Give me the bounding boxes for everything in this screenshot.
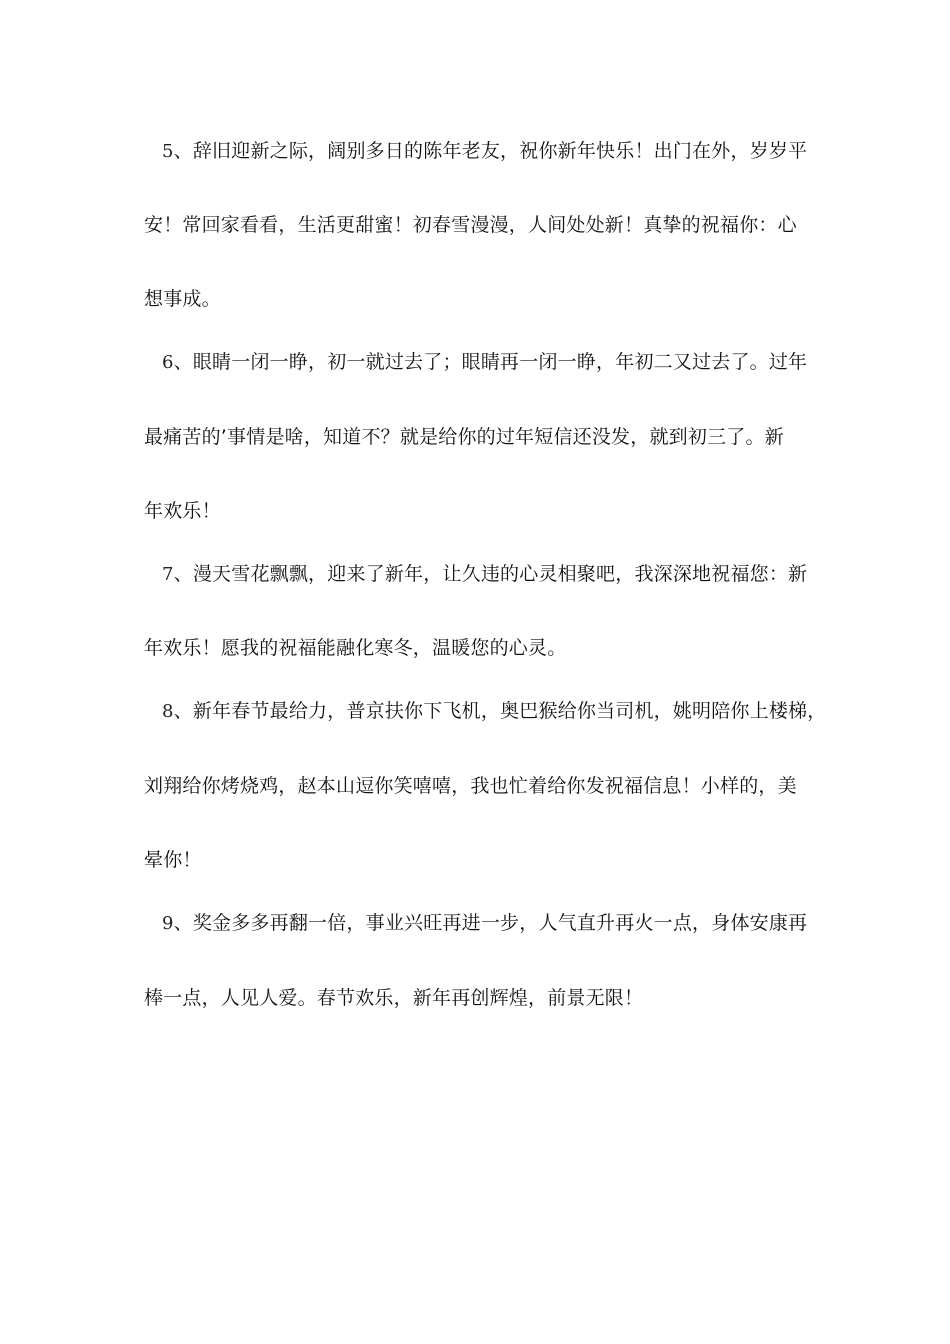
paragraph-7-line-1 — [162, 562, 807, 587]
paragraph-7-line-2 — [144, 636, 566, 660]
line-text: 、新年春节最给力，普京扶你下飞机，奥巴猴给你当司机，姚明陪你上楼梯， — [173, 700, 827, 722]
line-text: 棒一点，人见人爱。春节欢乐，新年再创辉煌，前景无限！ — [144, 987, 644, 1009]
line-text: 晕你！ — [144, 849, 202, 871]
line-text: 、眼睛一闭一睁，初一就过去了；眼睛再一闭一睁，年初二又过去了。过年 — [173, 351, 808, 373]
paragraph-8-line-1 — [162, 699, 826, 724]
paragraph-5-line-2 — [144, 213, 797, 237]
line-text: 最痛苦的’事情是啥，知道不？就是给你的过年短信还没发，就到初三了。新 — [144, 426, 784, 448]
line-text: 年欢乐！ — [144, 500, 221, 522]
paragraph-9-line-2 — [144, 986, 643, 1010]
item-number: 6 — [162, 352, 174, 373]
paragraph-8-line-3 — [144, 848, 202, 872]
line-text: 、奖金多多再翻一倍，事业兴旺再进一步，人气直升再火一点，身体安康再 — [173, 912, 808, 934]
item-number: 7 — [162, 564, 174, 585]
item-number: 5 — [162, 141, 174, 162]
line-text: 、漫天雪花飘飘，迎来了新年，让久违的心灵相聚吧，我深深地祝福您：新 — [173, 563, 808, 585]
paragraph-6-line-2 — [144, 425, 784, 449]
item-number: 9 — [162, 913, 174, 934]
paragraph-5-line-1 — [162, 139, 807, 164]
line-text: 、辞旧迎新之际，阔别多日的陈年老友，祝你新年快乐！出门在外，岁岁平 — [173, 140, 808, 162]
line-text: 安！常回家看看，生活更甜蜜！初春雪漫漫，人间处处新！真挚的祝福你：心 — [144, 214, 797, 236]
line-text: 刘翔给你烤烧鸡，赵本山逗你笑嘻嘻，我也忙着给你发祝福信息！小样的，美 — [144, 775, 797, 797]
paragraph-9-line-1 — [162, 911, 807, 936]
line-text: 年欢乐！愿我的祝福能融化寒冬，温暖您的心灵。 — [144, 637, 567, 659]
item-number: 8 — [162, 701, 174, 722]
paragraph-8-line-2 — [144, 774, 797, 798]
paragraph-6-line-1 — [162, 350, 807, 375]
line-text: 想事成。 — [144, 288, 221, 310]
paragraph-5-line-3 — [144, 287, 221, 311]
paragraph-6-line-3 — [144, 499, 221, 523]
